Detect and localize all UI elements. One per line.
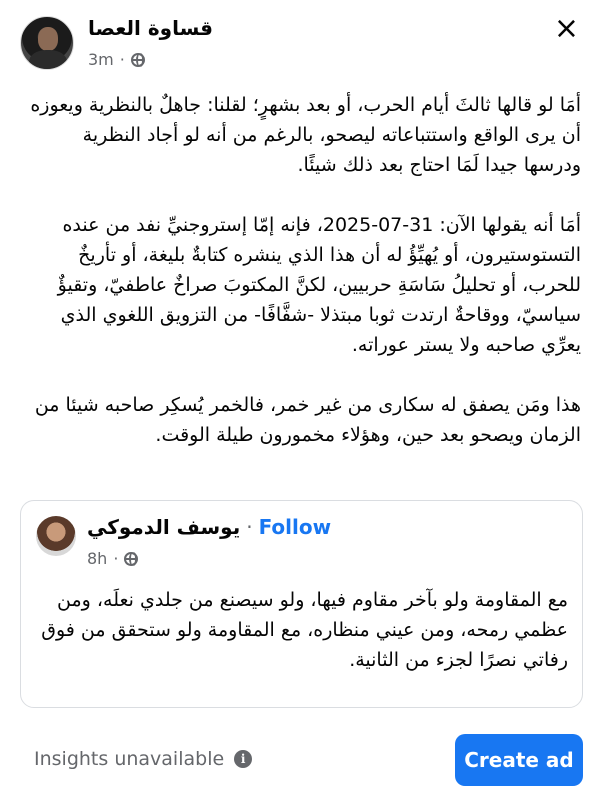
post-paragraph-1: أمَا لو قالها ثالثَ أيام الحرب، أو بعد بشهرٍ؛ لقلنا: جاهلٌ بالنظرية ويعوزه أن يرى الواقع واستتباعاته ليصحو، بالرغم من أنه لو أجاد النظرية ودرسها جيدا لَمَا احتاج بعد ذلك شيئًا. [30, 94, 581, 176]
shared-post-text: مع المقاومة ولو بآخر مقاوم فيها، ولو سيصنع من جلدي نعلَه، ومن عظمي رمحه، ومن عيني منظاره، مع المقاومة ولو ستحقق من فوق رفاتي نصرًا لجزء من الثانية. [41, 589, 568, 671]
post-time[interactable]: 3m [88, 50, 114, 69]
follow-button[interactable]: Follow [258, 515, 332, 539]
post-paragraph-3: هذا ومَن يصفق له سكارى من غير خمر، فالخمر يُسكِر صاحبه شيئا من الزمان ويصحو بعد حين، وهؤلاء مخمورون طيلة الوقت. [34, 394, 581, 446]
shared-author-line [87, 515, 331, 539]
post-meta [88, 50, 145, 69]
post-footer [20, 732, 583, 790]
shared-post-meta [87, 549, 138, 568]
avatar-body [29, 50, 67, 70]
follow-separator: · [246, 515, 253, 539]
shared-meta-separator: · [113, 549, 119, 568]
info-icon[interactable]: i [234, 750, 252, 768]
meta-separator: · [119, 50, 125, 69]
avatar-face [38, 27, 58, 51]
globe-icon [124, 552, 138, 566]
shared-author-avatar[interactable] [36, 516, 76, 556]
close-icon[interactable]: × [553, 11, 579, 46]
insights-label: Insights unavailable [34, 748, 225, 770]
shared-author-name[interactable]: يوسف الدموكي [87, 515, 241, 539]
post-paragraph-2: أمَا أنه يقولها الآن: 31-07-2025، فإنه إمّا إستروجنيِّ نفد من عنده التستوستيرون، أو يُهيِّؤُ له أن هذا الذي ينشره كتابةٌ بليغة، أو تأريخٌ للحرب، أو تحليلُ سَاسَةِ حربيين، لكنَّ المكتوبَ صراخٌ عاطفيّ، وتقيؤٌ سياسيّ، ووقاحةٌ ارتدت ثوبا مبتذلا -شفَّافًا- من التزويق اللغوي الذي يعرِّي صاحبه ولا يستر عوراته. [57, 214, 581, 356]
author-avatar[interactable] [20, 16, 74, 70]
insights-status [34, 748, 252, 770]
author-name[interactable]: قساوة العصا [88, 16, 214, 40]
post-header [20, 11, 585, 78]
shared-post-time[interactable]: 8h [87, 549, 108, 568]
create-ad-button[interactable]: Create ad [455, 734, 583, 786]
globe-icon [131, 53, 145, 67]
shared-post-card[interactable] [20, 500, 583, 708]
post-text [20, 90, 581, 480]
